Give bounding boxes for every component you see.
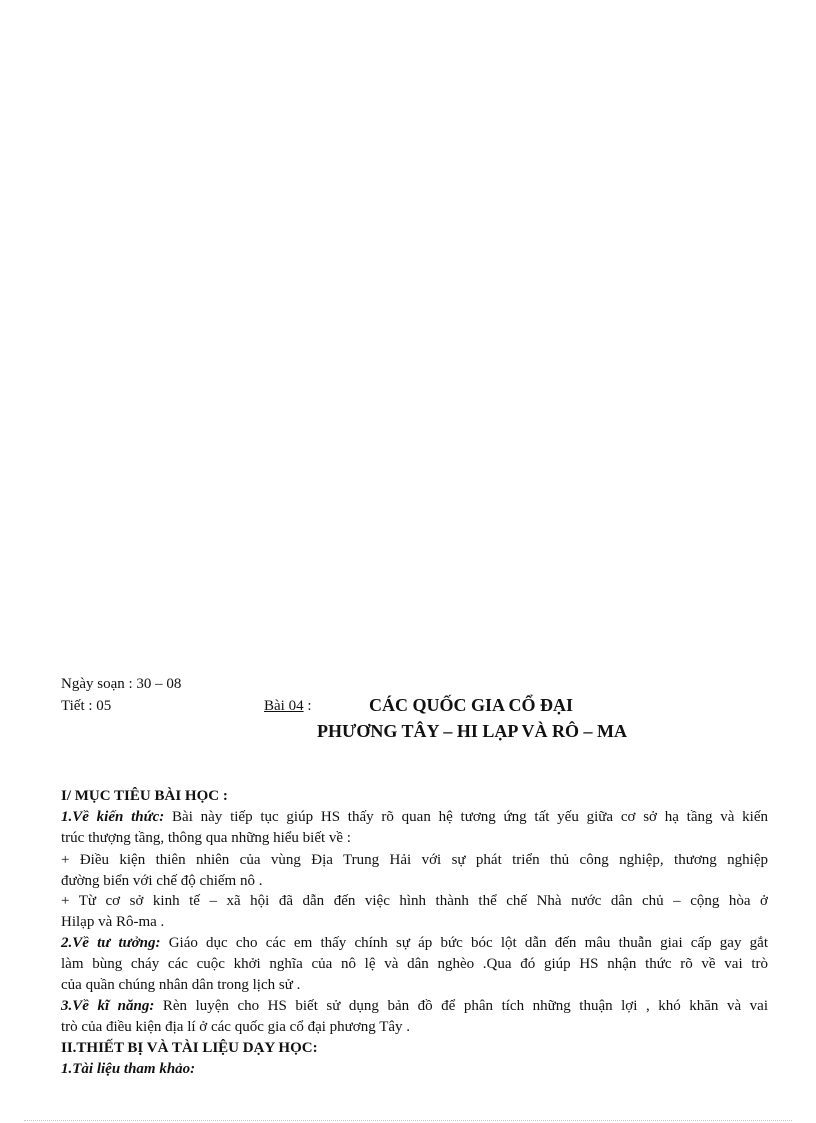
lesson-title-line1: CÁC QUỐC GIA CỔ ĐẠI xyxy=(369,695,574,715)
knowledge-text-1: Bài này tiếp tục giúp HS thấy rõ quan hệ tương ứng tất yếu giữa cơ sở hạ tầng và kiến xyxy=(164,809,769,825)
section1-heading: I/ MỤC TIÊU BÀI HỌC : xyxy=(61,788,228,804)
ideology-text-1: Giáo dục cho các em thấy chính sự áp bức bóc lột dẫn đến mâu thuẫn giai cấp gay gắt xyxy=(160,935,768,951)
ideology-paragraph-line1 xyxy=(61,933,768,953)
prep-date: Ngày soạn : 30 – 08 xyxy=(61,676,182,692)
lesson-colon: : xyxy=(303,698,312,714)
ideology-paragraph-line2: làm bùng cháy các cuộc khởi nghĩa của nô lệ và dân nghèo .Qua đó giúp HS nhận thức rõ về vai trò xyxy=(61,956,768,972)
lesson-number: Bài 04 xyxy=(264,698,304,714)
ideology-label: 2.Về tư tưởng: xyxy=(61,935,161,951)
knowledge-bullet2-line2: Hilạp và Rô-ma . xyxy=(61,914,165,930)
knowledge-label: 1.Về kiến thức: xyxy=(61,809,165,825)
section2-sub1: 1.Tài liệu tham khảo: xyxy=(61,1061,196,1077)
skills-paragraph-line1 xyxy=(61,996,768,1016)
knowledge-bullet1-line2: đường biển với chế độ chiếm nô . xyxy=(61,873,263,889)
knowledge-bullet1-line1: + Điều kiện thiên nhiên của vùng Địa Trung Hải với sự phát triển thủ công nghiệp, thương nghiệp xyxy=(61,852,768,868)
knowledge-bullet2-line1: + Từ cơ sở kinh tế – xã hội đã dẫn đến việc hình thành thể chế Nhà nước dân chủ – cộng hòa ở xyxy=(61,893,768,909)
knowledge-paragraph-line1 xyxy=(61,807,768,827)
period-number: Tiết : 05 xyxy=(61,698,112,714)
lesson-title-line2: PHƯƠNG TÂY – HI LẠP VÀ RÔ – MA xyxy=(317,721,628,741)
lesson-label xyxy=(264,696,312,716)
skills-label: 3.Về kĩ năng: xyxy=(61,998,155,1014)
page-footer-rule xyxy=(24,1120,792,1121)
skills-text-1: Rèn luyện cho HS biết sử dụng bản đồ để phân tích những thuận lợi , khó khăn và vai xyxy=(154,998,768,1014)
skills-paragraph-line2: trò của điều kiện địa lí ở các quốc gia cổ đại phương Tây . xyxy=(61,1019,411,1035)
knowledge-paragraph-line2: trúc thượng tầng, thông qua những hiểu biết về : xyxy=(61,830,351,846)
ideology-paragraph-line3: của quần chúng nhân dân trong lịch sử . xyxy=(61,977,301,993)
section2-heading: II.THIẾT BỊ VÀ TÀI LIỆU DẠY HỌC: xyxy=(61,1040,318,1056)
